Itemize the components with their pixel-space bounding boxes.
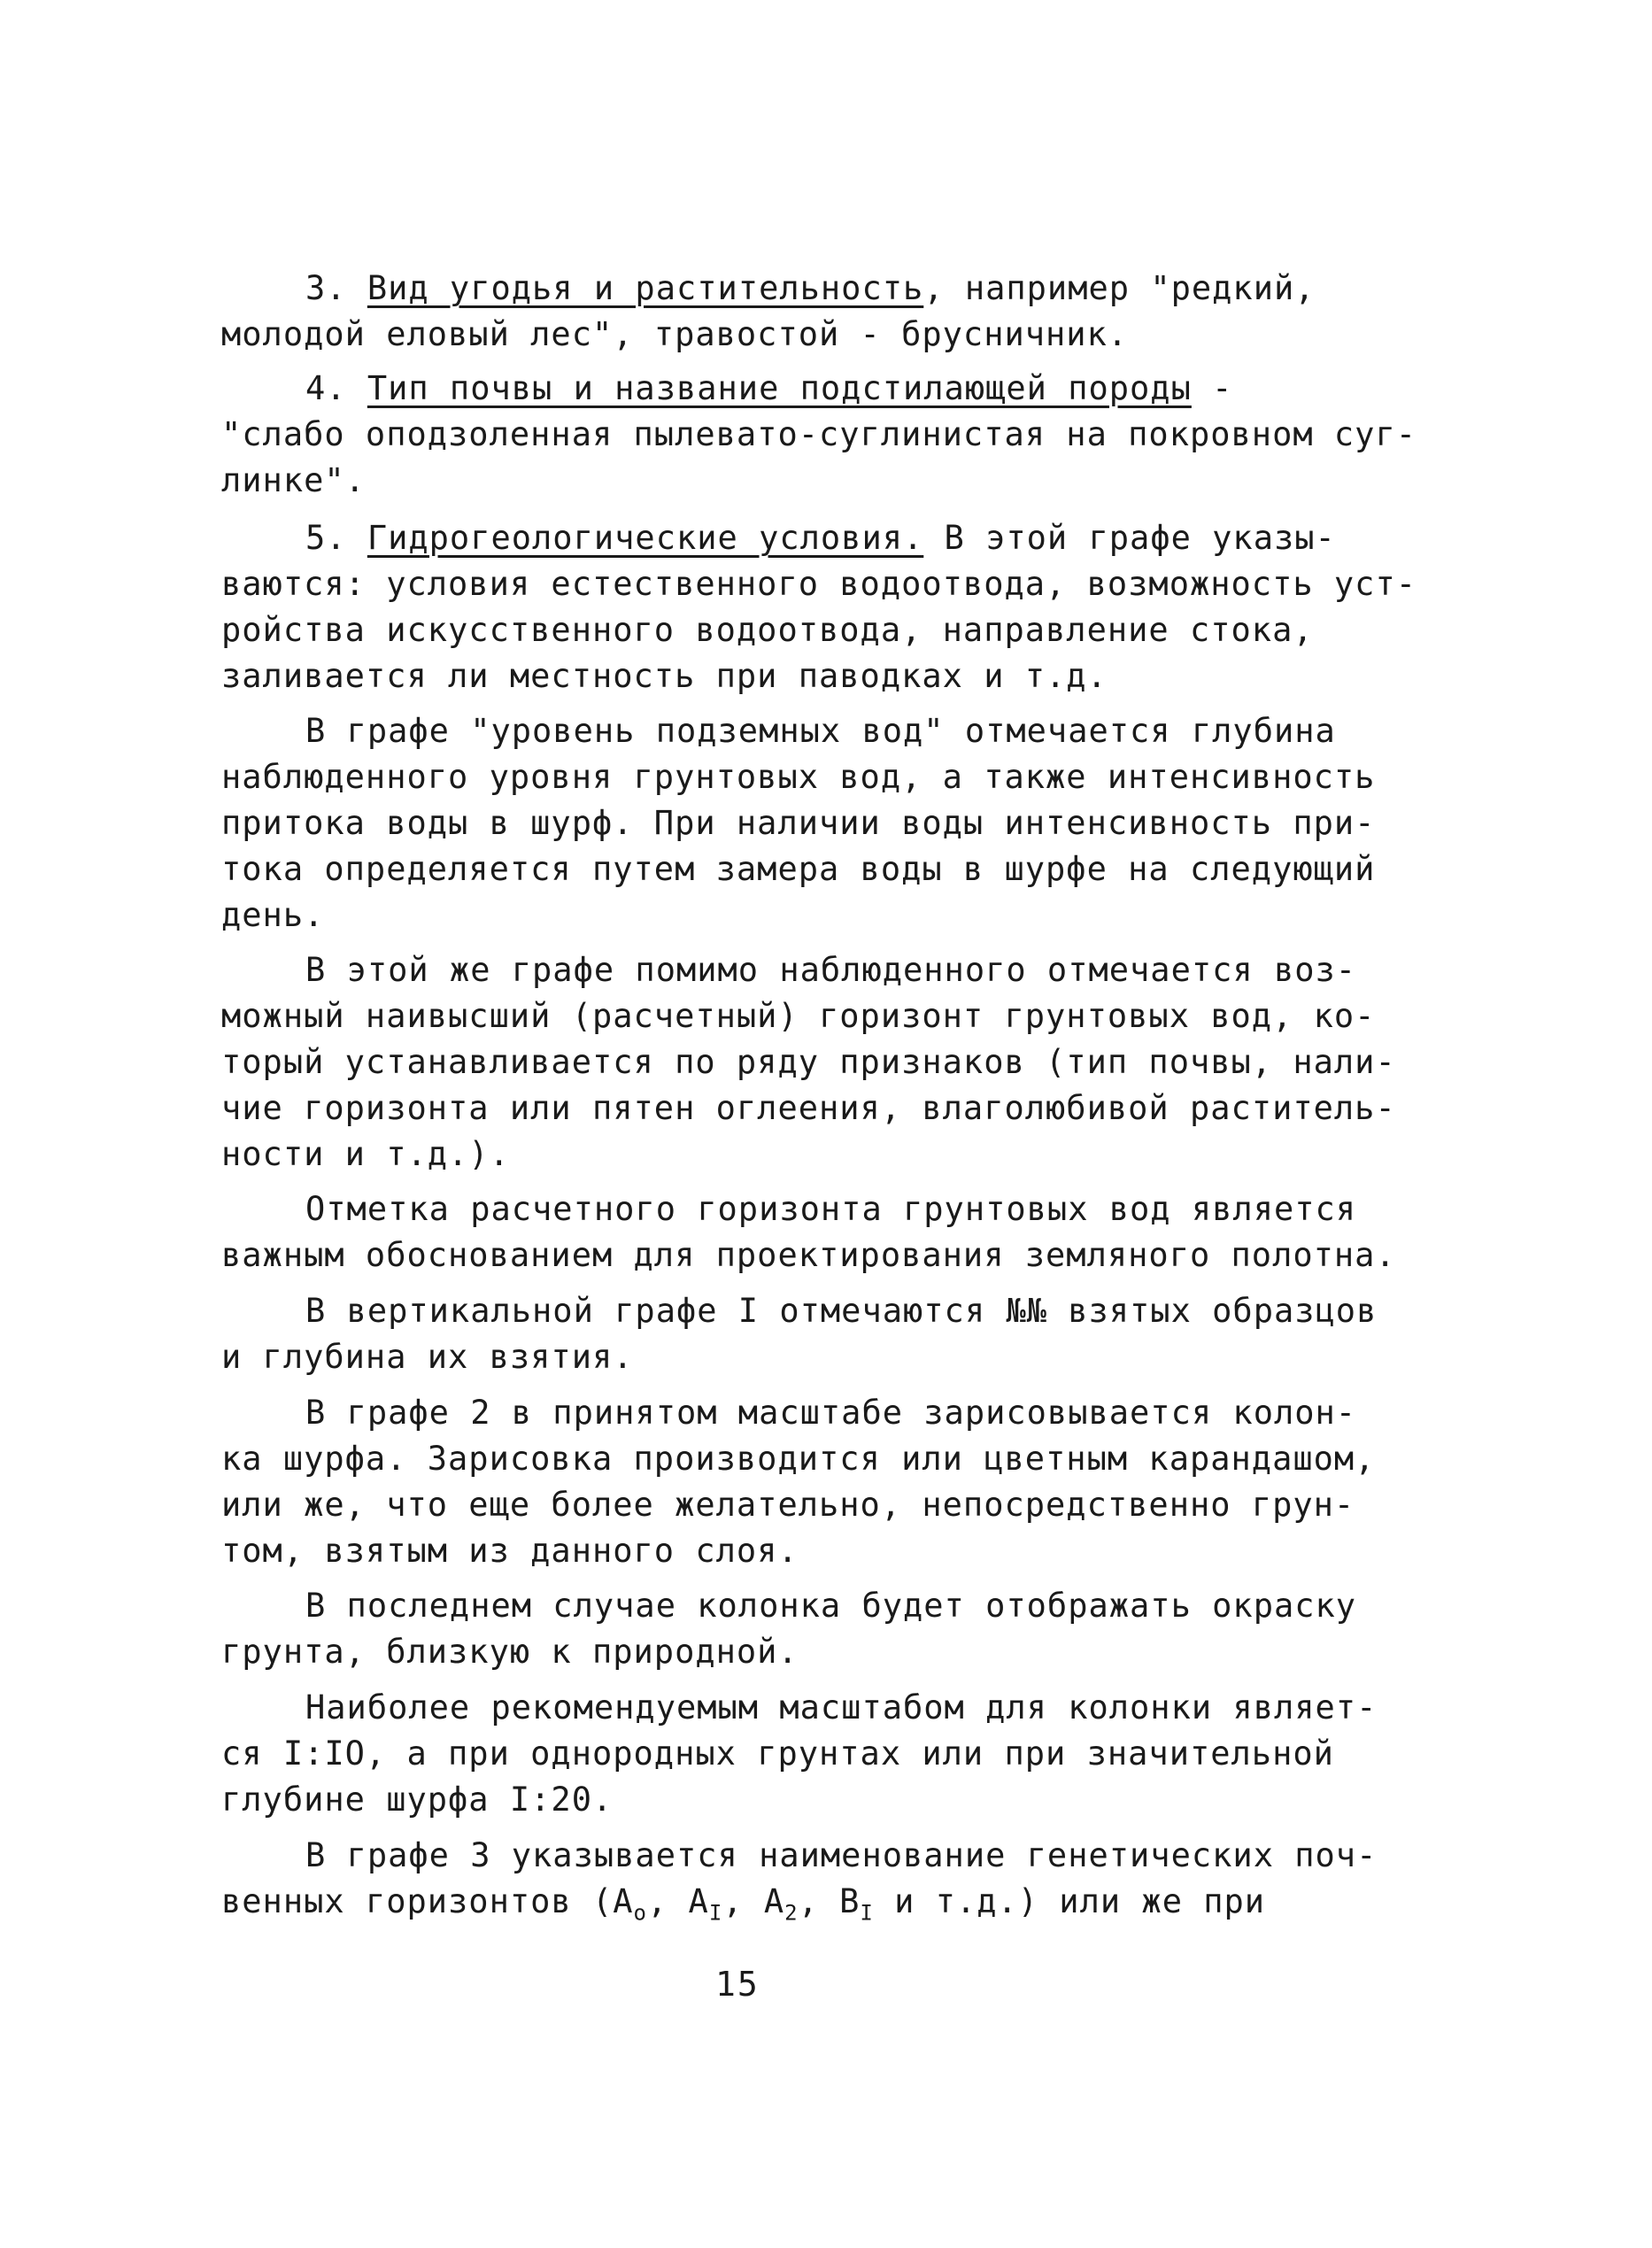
text-line: В графе "уровень подземных вод" отмечается глубина xyxy=(305,712,1336,750)
text-line: глубине шурфа I:20. xyxy=(221,1781,614,1819)
text-line: В графе 2 в принятом масштабе зарисовывается колон- xyxy=(305,1394,1357,1432)
text-line: "слабо оподзоленная пылевато-суглинистая на покровном суг- xyxy=(221,415,1417,453)
text-line: 3. Вид угодья и растительность, например "редкий, xyxy=(305,269,1316,307)
text-line: Наиболее рекомендуемым масштабом для колонки являет- xyxy=(305,1688,1378,1727)
text-line: ся I:IO, а при однородных грунтах или при значительной xyxy=(221,1734,1334,1773)
text-line: 5. Гидрогеологические условия. В этой графе указы- xyxy=(305,519,1336,557)
text-line: 4. Тип почвы и название подстилающей породы - xyxy=(305,369,1233,407)
text-line: или же, что еще более желательно, непосредственно грун- xyxy=(221,1486,1355,1524)
text-line: Отметка расчетного горизонта грунтовых вод является xyxy=(305,1190,1357,1228)
text-line: притока воды в шурф. При наличии воды интенсивность при- xyxy=(221,804,1376,842)
text-line: наблюденного уровня грунтовых вод, а также интенсивность xyxy=(221,758,1376,796)
text-line: В графе 3 указывается наименование генетических поч- xyxy=(305,1836,1378,1874)
text-line: и глубина их взятия. xyxy=(221,1338,634,1376)
text-line: грунта, близкую к природной. xyxy=(221,1633,799,1671)
text-line: чие горизонта или пятен оглеения, влаголюбивой раститель- xyxy=(221,1089,1396,1127)
text-line: тока определяется путем замера воды в шурфе на следующий xyxy=(221,850,1376,888)
page-number: 15 xyxy=(715,1965,760,2004)
text-line: ности и т.д.). xyxy=(221,1135,510,1173)
text-line: можный наивысший (расчетный) горизонт грунтовых вод, ко- xyxy=(221,997,1376,1035)
text-line: молодой еловый лес", травостой - брусничник. xyxy=(221,315,1129,353)
text-line: В вертикальной графе I отмечаются №№ взятых образцов xyxy=(305,1292,1378,1330)
text-line: важным обоснованием для проектирования земляного полотна. xyxy=(221,1236,1396,1274)
text-line: том, взятым из данного слоя. xyxy=(221,1532,799,1570)
text-line: ваются: условия естественного водоотвода, возможность уст- xyxy=(221,565,1417,603)
text-line: В последнем случае колонка будет отображать окраску xyxy=(305,1587,1357,1625)
text-line: день. xyxy=(221,896,325,934)
text-line: линке". xyxy=(221,461,366,499)
text-line: ройства искусственного водоотвода, направление стока, xyxy=(221,611,1314,649)
text-line: ка шурфа. Зарисовка производится или цветным карандашом, xyxy=(221,1440,1376,1478)
text-line: торый устанавливается по ряду признаков (тип почвы, нали- xyxy=(221,1043,1396,1081)
text-line: заливается ли местность при паводках и т.д. xyxy=(221,657,1108,695)
text-line: В этой же графе помимо наблюденного отмечается воз- xyxy=(305,951,1357,989)
text-line: венных горизонтов ($A_o$, $A_I$, $A_2$, $B_I$ и т.д.) или же при xyxy=(221,1882,1266,1926)
